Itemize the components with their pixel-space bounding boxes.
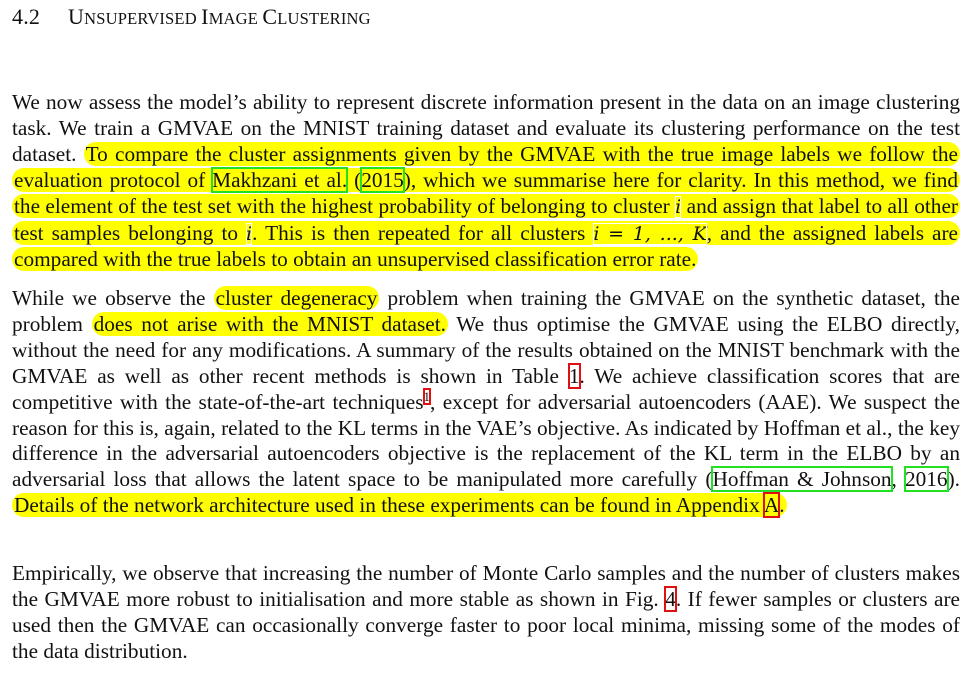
text-segment: , [891, 467, 905, 492]
table-reference-link[interactable]: 1 [568, 363, 580, 388]
citation-link-year-2016[interactable]: 2016 [904, 467, 948, 492]
appendix-reference-link[interactable]: A [763, 493, 780, 518]
highlighted-text: does not arise with the MNIST dataset. [93, 311, 446, 336]
figure-reference-link[interactable]: 4 [665, 586, 676, 611]
text-segment: We thus optimise the GMVAE using the ELBO directly, without the need for any modifications. A summary of the results obtained on the MNIST benchmark with the GMVAE as well as other recent methods is shown in Table [12, 311, 960, 388]
paragraph-text: We now assess the model’s ability to represent discrete information present in the data on an image clustering task. We train a GMVAE on the MNIST training dataset and evaluate its clustering performance on the test dataset. [12, 90, 960, 166]
text-segment: ). [947, 467, 960, 492]
math-range-expression: i = 1, ..., K [593, 222, 707, 245]
section-title: UNSUPERVISED IMAGE CLUSTERING [68, 4, 371, 29]
highlight-segment: . This is then repeated for all clusters [252, 220, 594, 245]
section-heading [12, 2, 371, 34]
citation-link-hoffman-johnson[interactable]: Hoffman & Johnson [712, 467, 892, 492]
text-segment: ( [347, 167, 362, 192]
citation-link-year-2015[interactable]: 2015 [361, 167, 404, 192]
text-segment: problem when training the GMVAE on the synthetic dataset, the problem [12, 286, 960, 336]
paragraph-mnist-results [12, 286, 960, 519]
highlight-segment: Details of the network architecture used in these experiments can be found in Appendix [14, 493, 764, 518]
paragraph-clustering-intro [12, 90, 960, 273]
highlighted-text: cluster degeneracy [215, 286, 378, 310]
citation-link-makhzani[interactable]: Makhzani et al. [212, 167, 348, 192]
highlight-segment: , and the assigned labels are compared with the true labels to obtain an unsupervised classification error rate. [14, 220, 959, 272]
text-segment: . We achieve classification scores that are competitive with the state-of-the-art techniques [12, 363, 960, 414]
highlighted-text [12, 142, 960, 272]
highlighted-text [12, 493, 787, 517]
highlight-segment: . [779, 493, 785, 518]
text-segment: . If fewer samples or clusters are used then the GMVAE can occasionally converge faster to poor local minima, missing some of the modes of the data distribution. [12, 586, 960, 663]
paragraph-empirical-observation [12, 561, 960, 665]
text-segment: Empirically, we observe that increasing the number of Monte Carlo samples and the number of clusters makes the GMVAE more robust to initialisation and more stable as shown in Fig. [12, 561, 960, 611]
text-segment: While we observe the [12, 286, 214, 310]
highlight-segment: ), which we summarise here for clarity. In this method, we find the element of the test set with the highest probability of belonging to cluster [14, 167, 958, 218]
highlight-segment: and assign that label to all other test samples belonging to [14, 193, 958, 245]
section-number: 4.2 [12, 4, 41, 29]
footnote-reference-link[interactable]: 1 [423, 388, 431, 404]
highlight-segment: To compare the cluster assignments given by the GMVAE with the true image labels we follow the evaluation protocol of [14, 141, 958, 192]
math-variable-i: i [246, 222, 253, 245]
text-segment: , except for adversarial autoencoders (AAE). We suspect the reason for this is, again, related to the KL terms in the VAE’s objective. As indicated by Hoffman et al., the key difference in the adversarial autoencoders objective is the replacement of the KL term in the ELBO by an adversarial loss that allows the latent space to be manipulated more carefully ( [12, 389, 960, 492]
math-variable-i: i [675, 195, 682, 218]
